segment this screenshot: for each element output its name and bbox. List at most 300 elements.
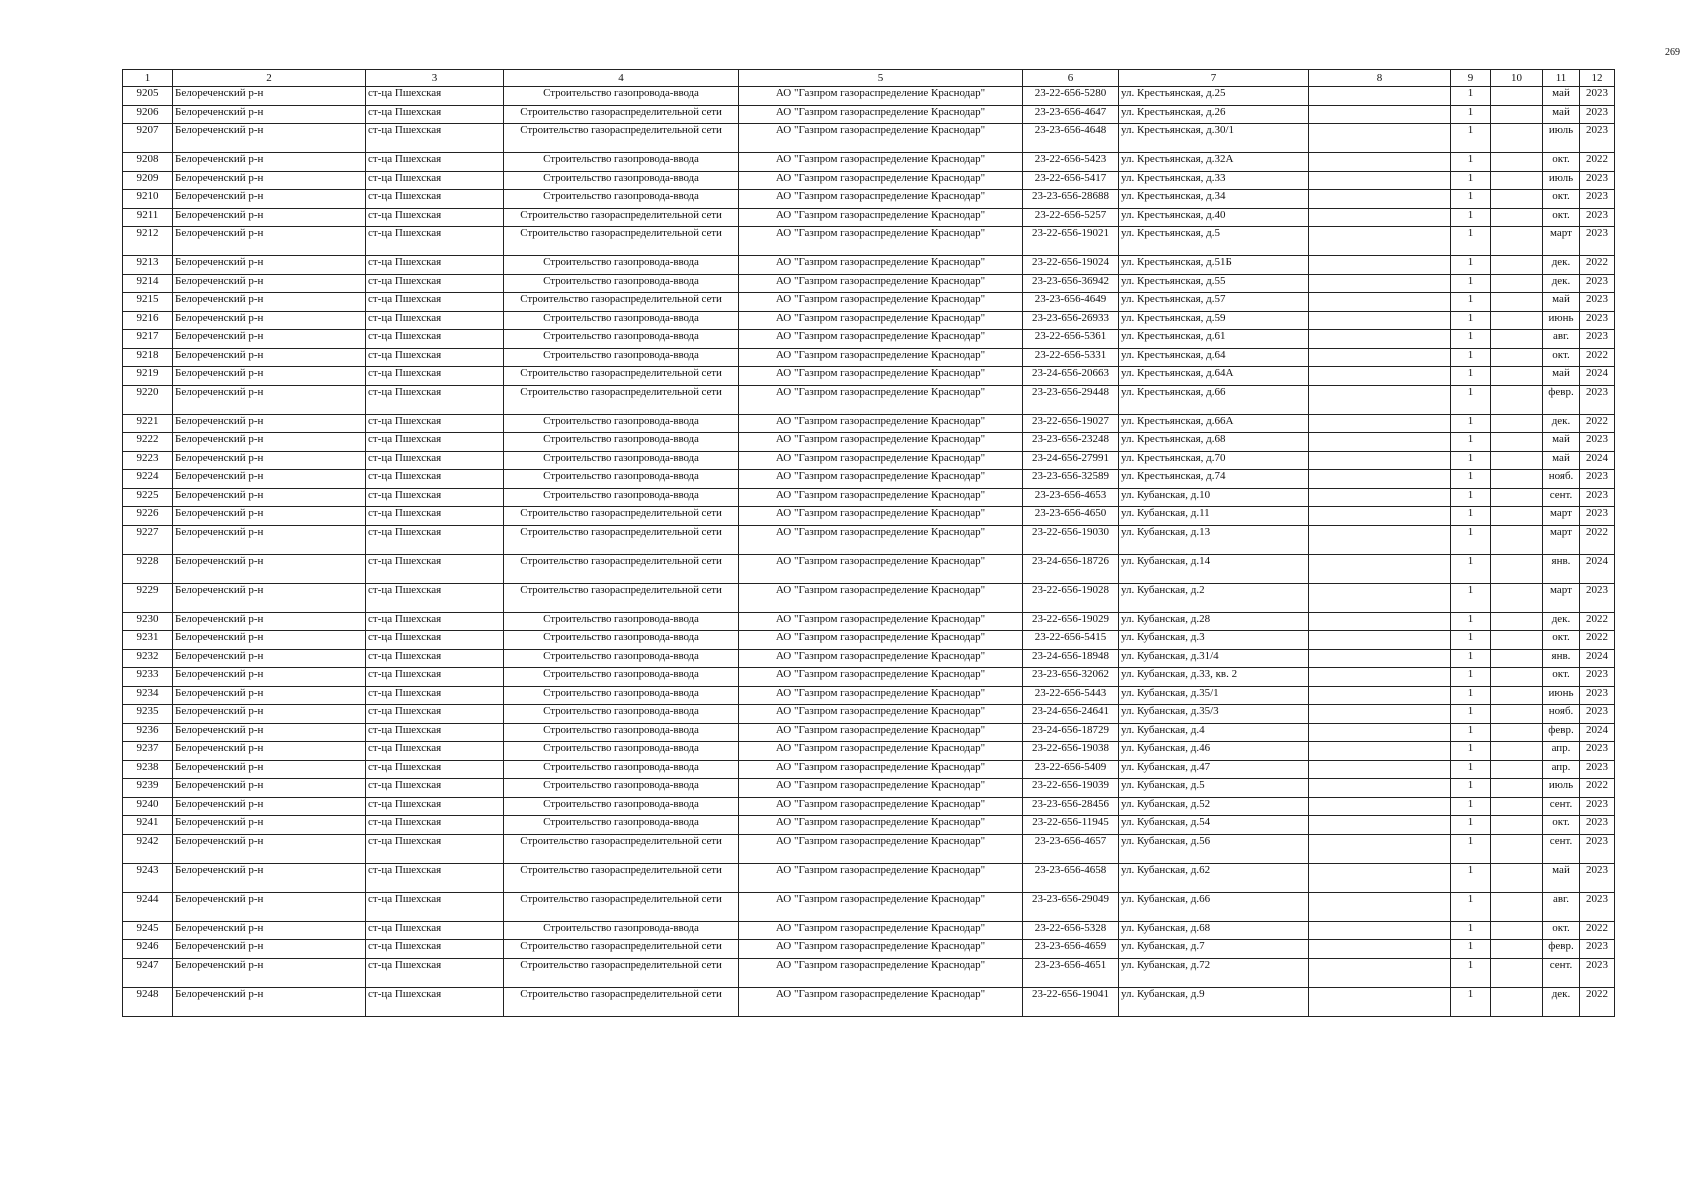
object-code-cell: 23-22-656-19028 [1023,583,1119,612]
month-cell: дек. [1543,987,1580,1016]
object-code-cell: 23-23-656-4658 [1023,863,1119,892]
table-body [123,87,1615,1017]
table-row [123,433,1615,452]
column-10-cell [1491,348,1543,367]
work-type-cell: Строительство газопровода-ввода [504,779,739,798]
row-number-cell: 9243 [123,863,173,892]
address-cell: ул. Кубанская, д.46 [1119,742,1309,761]
table-row [123,742,1615,761]
district-cell: Белореченский р-н [173,612,366,631]
settlement-cell: ст-ца Пшехская [366,554,504,583]
organization-cell: АО "Газпром газораспределение Краснодар" [739,921,1023,940]
row-number-cell: 9221 [123,414,173,433]
object-code-cell: 23-22-656-5257 [1023,208,1119,227]
column-8-cell [1309,723,1451,742]
work-type-cell: Строительство газораспределительной сети [504,105,739,124]
column-8-cell [1309,649,1451,668]
organization-cell: АО "Газпром газораспределение Краснодар" [739,488,1023,507]
column-8-cell [1309,153,1451,172]
settlement-cell: ст-ца Пшехская [366,87,504,106]
work-type-cell: Строительство газопровода-ввода [504,921,739,940]
year-cell: 2023 [1580,488,1615,507]
table-row [123,668,1615,687]
address-cell: ул. Кубанская, д.14 [1119,554,1309,583]
organization-cell: АО "Газпром газораспределение Краснодар" [739,892,1023,921]
table-header [123,70,1615,87]
month-cell: сент. [1543,834,1580,863]
row-number-cell: 9233 [123,668,173,687]
district-cell: Белореченский р-н [173,470,366,489]
row-number-cell: 9244 [123,892,173,921]
table-row [123,227,1615,256]
year-cell: 2024 [1580,554,1615,583]
year-cell: 2023 [1580,834,1615,863]
district-cell: Белореченский р-н [173,686,366,705]
quantity-cell: 1 [1451,208,1491,227]
organization-cell: АО "Газпром газораспределение Краснодар" [739,385,1023,414]
work-type-cell: Строительство газораспределительной сети [504,124,739,153]
month-cell: март [1543,227,1580,256]
settlement-cell: ст-ца Пшехская [366,256,504,275]
quantity-cell: 1 [1451,583,1491,612]
organization-cell: АО "Газпром газораспределение Краснодар" [739,705,1023,724]
column-10-cell [1491,367,1543,386]
year-cell: 2023 [1580,705,1615,724]
organization-cell: АО "Газпром газораспределение Краснодар" [739,816,1023,835]
settlement-cell: ст-ца Пшехская [366,649,504,668]
year-cell: 2023 [1580,190,1615,209]
month-cell: май [1543,367,1580,386]
column-8-cell [1309,779,1451,798]
object-code-cell: 23-23-656-26933 [1023,311,1119,330]
row-number-cell: 9247 [123,958,173,987]
settlement-cell: ст-ца Пшехская [366,987,504,1016]
row-number-cell: 9248 [123,987,173,1016]
column-8-cell [1309,940,1451,959]
row-number-cell: 9235 [123,705,173,724]
work-type-cell: Строительство газораспределительной сети [504,892,739,921]
month-cell: дек. [1543,274,1580,293]
address-cell: ул. Кубанская, д.68 [1119,921,1309,940]
quantity-cell: 1 [1451,293,1491,312]
row-number-cell: 9214 [123,274,173,293]
year-cell: 2024 [1580,723,1615,742]
column-8-cell [1309,311,1451,330]
column-8-cell [1309,451,1451,470]
object-code-cell: 23-23-656-4650 [1023,507,1119,526]
row-number-cell: 9219 [123,367,173,386]
month-cell: дек. [1543,256,1580,275]
column-10-cell [1491,256,1543,275]
district-cell: Белореченский р-н [173,816,366,835]
month-cell: июль [1543,171,1580,190]
work-type-cell: Строительство газораспределительной сети [504,834,739,863]
address-cell: ул. Кубанская, д.52 [1119,797,1309,816]
month-cell: май [1543,87,1580,106]
month-cell: нояб. [1543,705,1580,724]
column-8-cell [1309,742,1451,761]
quantity-cell: 1 [1451,863,1491,892]
address-cell: ул. Кубанская, д.9 [1119,987,1309,1016]
row-number-cell: 9213 [123,256,173,275]
work-type-cell: Строительство газопровода-ввода [504,171,739,190]
district-cell: Белореченский р-н [173,760,366,779]
row-number-cell: 9227 [123,525,173,554]
district-cell: Белореченский р-н [173,208,366,227]
district-cell: Белореченский р-н [173,668,366,687]
year-cell: 2023 [1580,583,1615,612]
row-number-cell: 9229 [123,583,173,612]
settlement-cell: ст-ца Пшехская [366,863,504,892]
settlement-cell: ст-ца Пшехская [366,274,504,293]
table-row [123,649,1615,668]
column-header-7: 7 [1119,70,1309,87]
organization-cell: АО "Газпром газораспределение Краснодар" [739,987,1023,1016]
quantity-cell: 1 [1451,940,1491,959]
object-code-cell: 23-23-656-4653 [1023,488,1119,507]
year-cell: 2023 [1580,470,1615,489]
year-cell: 2023 [1580,274,1615,293]
organization-cell: АО "Газпром газораспределение Краснодар" [739,583,1023,612]
object-code-cell: 23-22-656-5361 [1023,330,1119,349]
settlement-cell: ст-ца Пшехская [366,525,504,554]
object-code-cell: 23-24-656-27991 [1023,451,1119,470]
work-type-cell: Строительство газопровода-ввода [504,451,739,470]
column-header-8: 8 [1309,70,1451,87]
district-cell: Белореченский р-н [173,705,366,724]
row-number-cell: 9226 [123,507,173,526]
object-code-cell: 23-23-656-28456 [1023,797,1119,816]
column-10-cell [1491,612,1543,631]
table-row [123,631,1615,650]
column-10-cell [1491,668,1543,687]
address-cell: ул. Крестьянская, д.33 [1119,171,1309,190]
address-cell: ул. Крестьянская, д.34 [1119,190,1309,209]
year-cell: 2024 [1580,649,1615,668]
district-cell: Белореченский р-н [173,649,366,668]
month-cell: янв. [1543,554,1580,583]
month-cell: янв. [1543,649,1580,668]
column-10-cell [1491,816,1543,835]
quantity-cell: 1 [1451,705,1491,724]
work-type-cell: Строительство газопровода-ввода [504,414,739,433]
work-type-cell: Строительство газораспределительной сети [504,863,739,892]
month-cell: сент. [1543,488,1580,507]
organization-cell: АО "Газпром газораспределение Краснодар" [739,797,1023,816]
column-8-cell [1309,124,1451,153]
row-number-cell: 9245 [123,921,173,940]
quantity-cell: 1 [1451,668,1491,687]
table-row [123,488,1615,507]
settlement-cell: ст-ца Пшехская [366,631,504,650]
column-10-cell [1491,834,1543,863]
year-cell: 2022 [1580,256,1615,275]
table-row [123,554,1615,583]
quantity-cell: 1 [1451,816,1491,835]
address-cell: ул. Крестьянская, д.70 [1119,451,1309,470]
month-cell: авг. [1543,892,1580,921]
row-number-cell: 9241 [123,816,173,835]
organization-cell: АО "Газпром газораспределение Краснодар" [739,124,1023,153]
address-cell: ул. Кубанская, д.28 [1119,612,1309,631]
object-code-cell: 23-23-656-32062 [1023,668,1119,687]
organization-cell: АО "Газпром газораспределение Краснодар" [739,779,1023,798]
column-8-cell [1309,631,1451,650]
year-cell: 2023 [1580,892,1615,921]
month-cell: окт. [1543,921,1580,940]
organization-cell: АО "Газпром газораспределение Краснодар" [739,105,1023,124]
object-code-cell: 23-23-656-23248 [1023,433,1119,452]
month-cell: дек. [1543,414,1580,433]
settlement-cell: ст-ца Пшехская [366,348,504,367]
row-number-cell: 9210 [123,190,173,209]
quantity-cell: 1 [1451,834,1491,863]
quantity-cell: 1 [1451,385,1491,414]
table-row [123,940,1615,959]
object-code-cell: 23-22-656-5280 [1023,87,1119,106]
year-cell: 2023 [1580,208,1615,227]
column-header-2: 2 [173,70,366,87]
work-type-cell: Строительство газопровода-ввода [504,330,739,349]
year-cell: 2023 [1580,760,1615,779]
column-8-cell [1309,816,1451,835]
organization-cell: АО "Газпром газораспределение Краснодар" [739,274,1023,293]
month-cell: июнь [1543,686,1580,705]
district-cell: Белореченский р-н [173,958,366,987]
settlement-cell: ст-ца Пшехская [366,742,504,761]
month-cell: май [1543,433,1580,452]
year-cell: 2023 [1580,105,1615,124]
table-row [123,105,1615,124]
work-type-cell: Строительство газопровода-ввода [504,274,739,293]
settlement-cell: ст-ца Пшехская [366,797,504,816]
month-cell: май [1543,863,1580,892]
column-10-cell [1491,451,1543,470]
column-10-cell [1491,686,1543,705]
quantity-cell: 1 [1451,311,1491,330]
table-row [123,256,1615,275]
district-cell: Белореченский р-н [173,330,366,349]
column-8-cell [1309,921,1451,940]
object-code-cell: 23-22-656-5423 [1023,153,1119,172]
row-number-cell: 9223 [123,451,173,470]
table-row [123,330,1615,349]
table-row [123,367,1615,386]
settlement-cell: ст-ца Пшехская [366,940,504,959]
column-8-cell [1309,330,1451,349]
work-type-cell: Строительство газораспределительной сети [504,940,739,959]
year-cell: 2023 [1580,433,1615,452]
column-10-cell [1491,742,1543,761]
object-code-cell: 23-23-656-4659 [1023,940,1119,959]
work-type-cell: Строительство газопровода-ввода [504,190,739,209]
month-cell: окт. [1543,348,1580,367]
year-cell: 2023 [1580,330,1615,349]
work-type-cell: Строительство газораспределительной сети [504,525,739,554]
column-10-cell [1491,311,1543,330]
quantity-cell: 1 [1451,742,1491,761]
column-10-cell [1491,488,1543,507]
settlement-cell: ст-ца Пшехская [366,760,504,779]
column-8-cell [1309,87,1451,106]
column-8-cell [1309,892,1451,921]
district-cell: Белореченский р-н [173,631,366,650]
settlement-cell: ст-ца Пшехская [366,105,504,124]
address-cell: ул. Кубанская, д.5 [1119,779,1309,798]
organization-cell: АО "Газпром газораспределение Краснодар" [739,863,1023,892]
object-code-cell: 23-24-656-24641 [1023,705,1119,724]
object-code-cell: 23-23-656-29448 [1023,385,1119,414]
quantity-cell: 1 [1451,367,1491,386]
address-cell: ул. Крестьянская, д.61 [1119,330,1309,349]
quantity-cell: 1 [1451,433,1491,452]
table-row [123,507,1615,526]
column-10-cell [1491,87,1543,106]
column-10-cell [1491,208,1543,227]
table-row [123,892,1615,921]
column-8-cell [1309,348,1451,367]
row-number-cell: 9216 [123,311,173,330]
month-cell: февр. [1543,723,1580,742]
object-code-cell: 23-22-656-19024 [1023,256,1119,275]
year-cell: 2023 [1580,227,1615,256]
year-cell: 2024 [1580,367,1615,386]
work-type-cell: Строительство газопровода-ввода [504,816,739,835]
district-cell: Белореченский р-н [173,863,366,892]
object-code-cell: 23-23-656-36942 [1023,274,1119,293]
year-cell: 2022 [1580,987,1615,1016]
object-code-cell: 23-22-656-19030 [1023,525,1119,554]
settlement-cell: ст-ца Пшехская [366,488,504,507]
column-10-cell [1491,921,1543,940]
address-cell: ул. Кубанская, д.47 [1119,760,1309,779]
quantity-cell: 1 [1451,330,1491,349]
quantity-cell: 1 [1451,958,1491,987]
address-cell: ул. Крестьянская, д.66А [1119,414,1309,433]
address-cell: ул. Крестьянская, д.5 [1119,227,1309,256]
year-cell: 2023 [1580,686,1615,705]
year-cell: 2023 [1580,124,1615,153]
column-8-cell [1309,987,1451,1016]
work-type-cell: Строительство газопровода-ввода [504,631,739,650]
district-cell: Белореченский р-н [173,105,366,124]
column-10-cell [1491,892,1543,921]
organization-cell: АО "Газпром газораспределение Краснодар" [739,940,1023,959]
object-code-cell: 23-23-656-4657 [1023,834,1119,863]
organization-cell: АО "Газпром газораспределение Краснодар" [739,190,1023,209]
year-cell: 2022 [1580,612,1615,631]
row-number-cell: 9222 [123,433,173,452]
organization-cell: АО "Газпром газораспределение Краснодар" [739,686,1023,705]
work-type-cell: Строительство газопровода-ввода [504,723,739,742]
year-cell: 2022 [1580,525,1615,554]
month-cell: окт. [1543,190,1580,209]
row-number-cell: 9232 [123,649,173,668]
work-type-cell: Строительство газораспределительной сети [504,367,739,386]
organization-cell: АО "Газпром газораспределение Краснодар" [739,525,1023,554]
work-type-cell: Строительство газопровода-ввода [504,153,739,172]
settlement-cell: ст-ца Пшехская [366,227,504,256]
district-cell: Белореченский р-н [173,274,366,293]
address-cell: ул. Кубанская, д.31/4 [1119,649,1309,668]
table-row [123,958,1615,987]
district-cell: Белореченский р-н [173,488,366,507]
table-row [123,987,1615,1016]
row-number-cell: 9217 [123,330,173,349]
year-cell: 2022 [1580,348,1615,367]
column-10-cell [1491,723,1543,742]
district-cell: Белореченский р-н [173,433,366,452]
quantity-cell: 1 [1451,921,1491,940]
settlement-cell: ст-ца Пшехская [366,779,504,798]
month-cell: нояб. [1543,470,1580,489]
table-row [123,153,1615,172]
settlement-cell: ст-ца Пшехская [366,311,504,330]
object-code-cell: 23-24-656-18729 [1023,723,1119,742]
column-header-1: 1 [123,70,173,87]
organization-cell: АО "Газпром газораспределение Краснодар" [739,612,1023,631]
organization-cell: АО "Газпром газораспределение Краснодар" [739,742,1023,761]
organization-cell: АО "Газпром газораспределение Краснодар" [739,760,1023,779]
year-cell: 2023 [1580,293,1615,312]
address-cell: ул. Крестьянская, д.68 [1119,433,1309,452]
organization-cell: АО "Газпром газораспределение Краснодар" [739,470,1023,489]
table-row [123,171,1615,190]
address-cell: ул. Кубанская, д.4 [1119,723,1309,742]
object-code-cell: 23-23-656-4651 [1023,958,1119,987]
table-row [123,779,1615,798]
column-8-cell [1309,414,1451,433]
work-type-cell: Строительство газопровода-ввода [504,686,739,705]
month-cell: окт. [1543,631,1580,650]
table-row [123,686,1615,705]
organization-cell: АО "Газпром газораспределение Краснодар" [739,507,1023,526]
quantity-cell: 1 [1451,470,1491,489]
month-cell: июнь [1543,311,1580,330]
settlement-cell: ст-ца Пшехская [366,921,504,940]
settlement-cell: ст-ца Пшехская [366,153,504,172]
column-8-cell [1309,256,1451,275]
month-cell: февр. [1543,385,1580,414]
table-row [123,834,1615,863]
column-8-cell [1309,686,1451,705]
settlement-cell: ст-ца Пшехская [366,816,504,835]
settlement-cell: ст-ца Пшехская [366,507,504,526]
address-cell: ул. Кубанская, д.35/3 [1119,705,1309,724]
year-cell: 2023 [1580,311,1615,330]
settlement-cell: ст-ца Пшехская [366,470,504,489]
quantity-cell: 1 [1451,256,1491,275]
work-type-cell: Строительство газораспределительной сети [504,987,739,1016]
work-type-cell: Строительство газопровода-ввода [504,256,739,275]
organization-cell: АО "Газпром газораспределение Краснодар" [739,451,1023,470]
column-8-cell [1309,488,1451,507]
organization-cell: АО "Газпром газораспределение Краснодар" [739,87,1023,106]
column-10-cell [1491,171,1543,190]
object-code-cell: 23-23-656-29049 [1023,892,1119,921]
object-code-cell: 23-23-656-4647 [1023,105,1119,124]
row-number-cell: 9206 [123,105,173,124]
quantity-cell: 1 [1451,227,1491,256]
address-cell: ул. Крестьянская, д.30/1 [1119,124,1309,153]
settlement-cell: ст-ца Пшехская [366,892,504,921]
quantity-cell: 1 [1451,631,1491,650]
district-cell: Белореченский р-н [173,742,366,761]
quantity-cell: 1 [1451,723,1491,742]
quantity-cell: 1 [1451,987,1491,1016]
column-8-cell [1309,367,1451,386]
column-header-6: 6 [1023,70,1119,87]
